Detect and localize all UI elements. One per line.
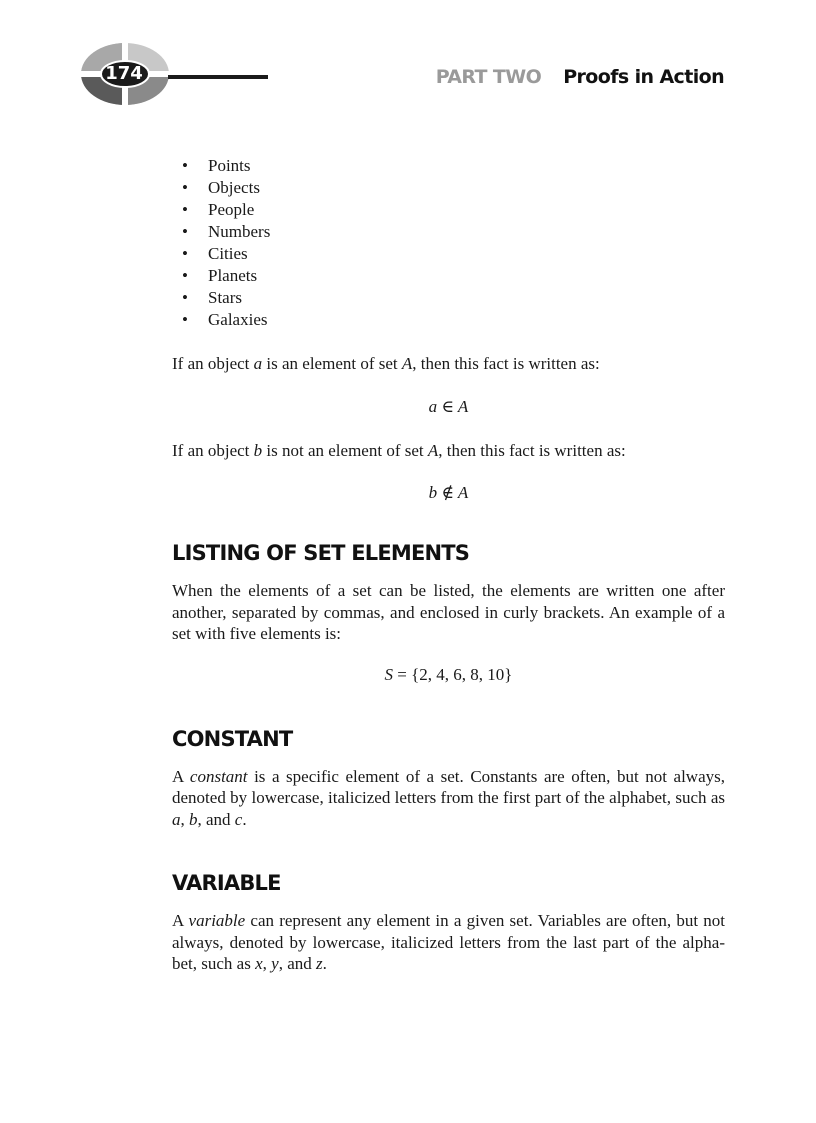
list-item: • Galaxies xyxy=(182,310,268,329)
bullet-icon: • xyxy=(182,266,188,285)
not-element-of-equation: b ∉ A xyxy=(428,483,469,502)
section-heading-listing: LISTING OF SET ELEMENTS xyxy=(172,541,470,565)
constant-paragraph: A constant is a specific element of a set. Constants are often, but not always, denoted by lowercase, italicized letters from the first part of the alphabet, such as a, b, and c. xyxy=(172,766,725,829)
bullet-icon: • xyxy=(182,200,188,219)
page-number: 174 xyxy=(105,63,143,84)
not-element-of-paragraph: If an object b is not an element of set A, then this fact is written as: xyxy=(172,440,626,460)
section-heading-constant: CONSTANT xyxy=(172,726,293,751)
list-item: • Objects xyxy=(182,178,260,197)
bullet-icon: • xyxy=(182,288,188,307)
list-item: • Planets xyxy=(182,266,258,285)
part-label: PART TWO xyxy=(435,66,542,88)
list-item: • Stars xyxy=(182,288,242,307)
page-content xyxy=(172,155,725,975)
header-rule xyxy=(168,75,268,79)
element-of-paragraph: If an object a is an element of set A, then this fact is written as: xyxy=(172,354,600,373)
list-item: • People xyxy=(182,200,255,219)
list-item: • Numbers xyxy=(182,222,271,241)
listing-paragraph: When the elements of a set can be listed, the elements are written one after another, separated by commas, and enclosed in curly brackets. An example of a set with five elements is: xyxy=(172,581,725,643)
bullet-icon: • xyxy=(182,310,188,329)
bullet-icon: • xyxy=(182,156,188,175)
bullet-icon: • xyxy=(182,244,188,263)
variable-paragraph: A variable can represent any element in a given set. Variables are often, but not always, denoted by lowercase, italicized letters from the last part of the alpha-bet, such as x, y, and z. xyxy=(172,911,726,973)
set-listing-equation: S = {2, 4, 6, 8, 10} xyxy=(384,664,513,684)
list-item: • Cities xyxy=(182,244,248,263)
chapter-title: Proofs in Action xyxy=(563,66,724,88)
bullet-icon: • xyxy=(182,178,188,197)
element-of-equation: a ∈ A xyxy=(428,396,469,416)
list-item: • Points xyxy=(182,156,251,175)
section-heading-variable: VARIABLE xyxy=(172,871,281,895)
examples-list xyxy=(172,155,725,331)
running-head xyxy=(436,66,724,88)
bullet-icon: • xyxy=(182,222,188,241)
